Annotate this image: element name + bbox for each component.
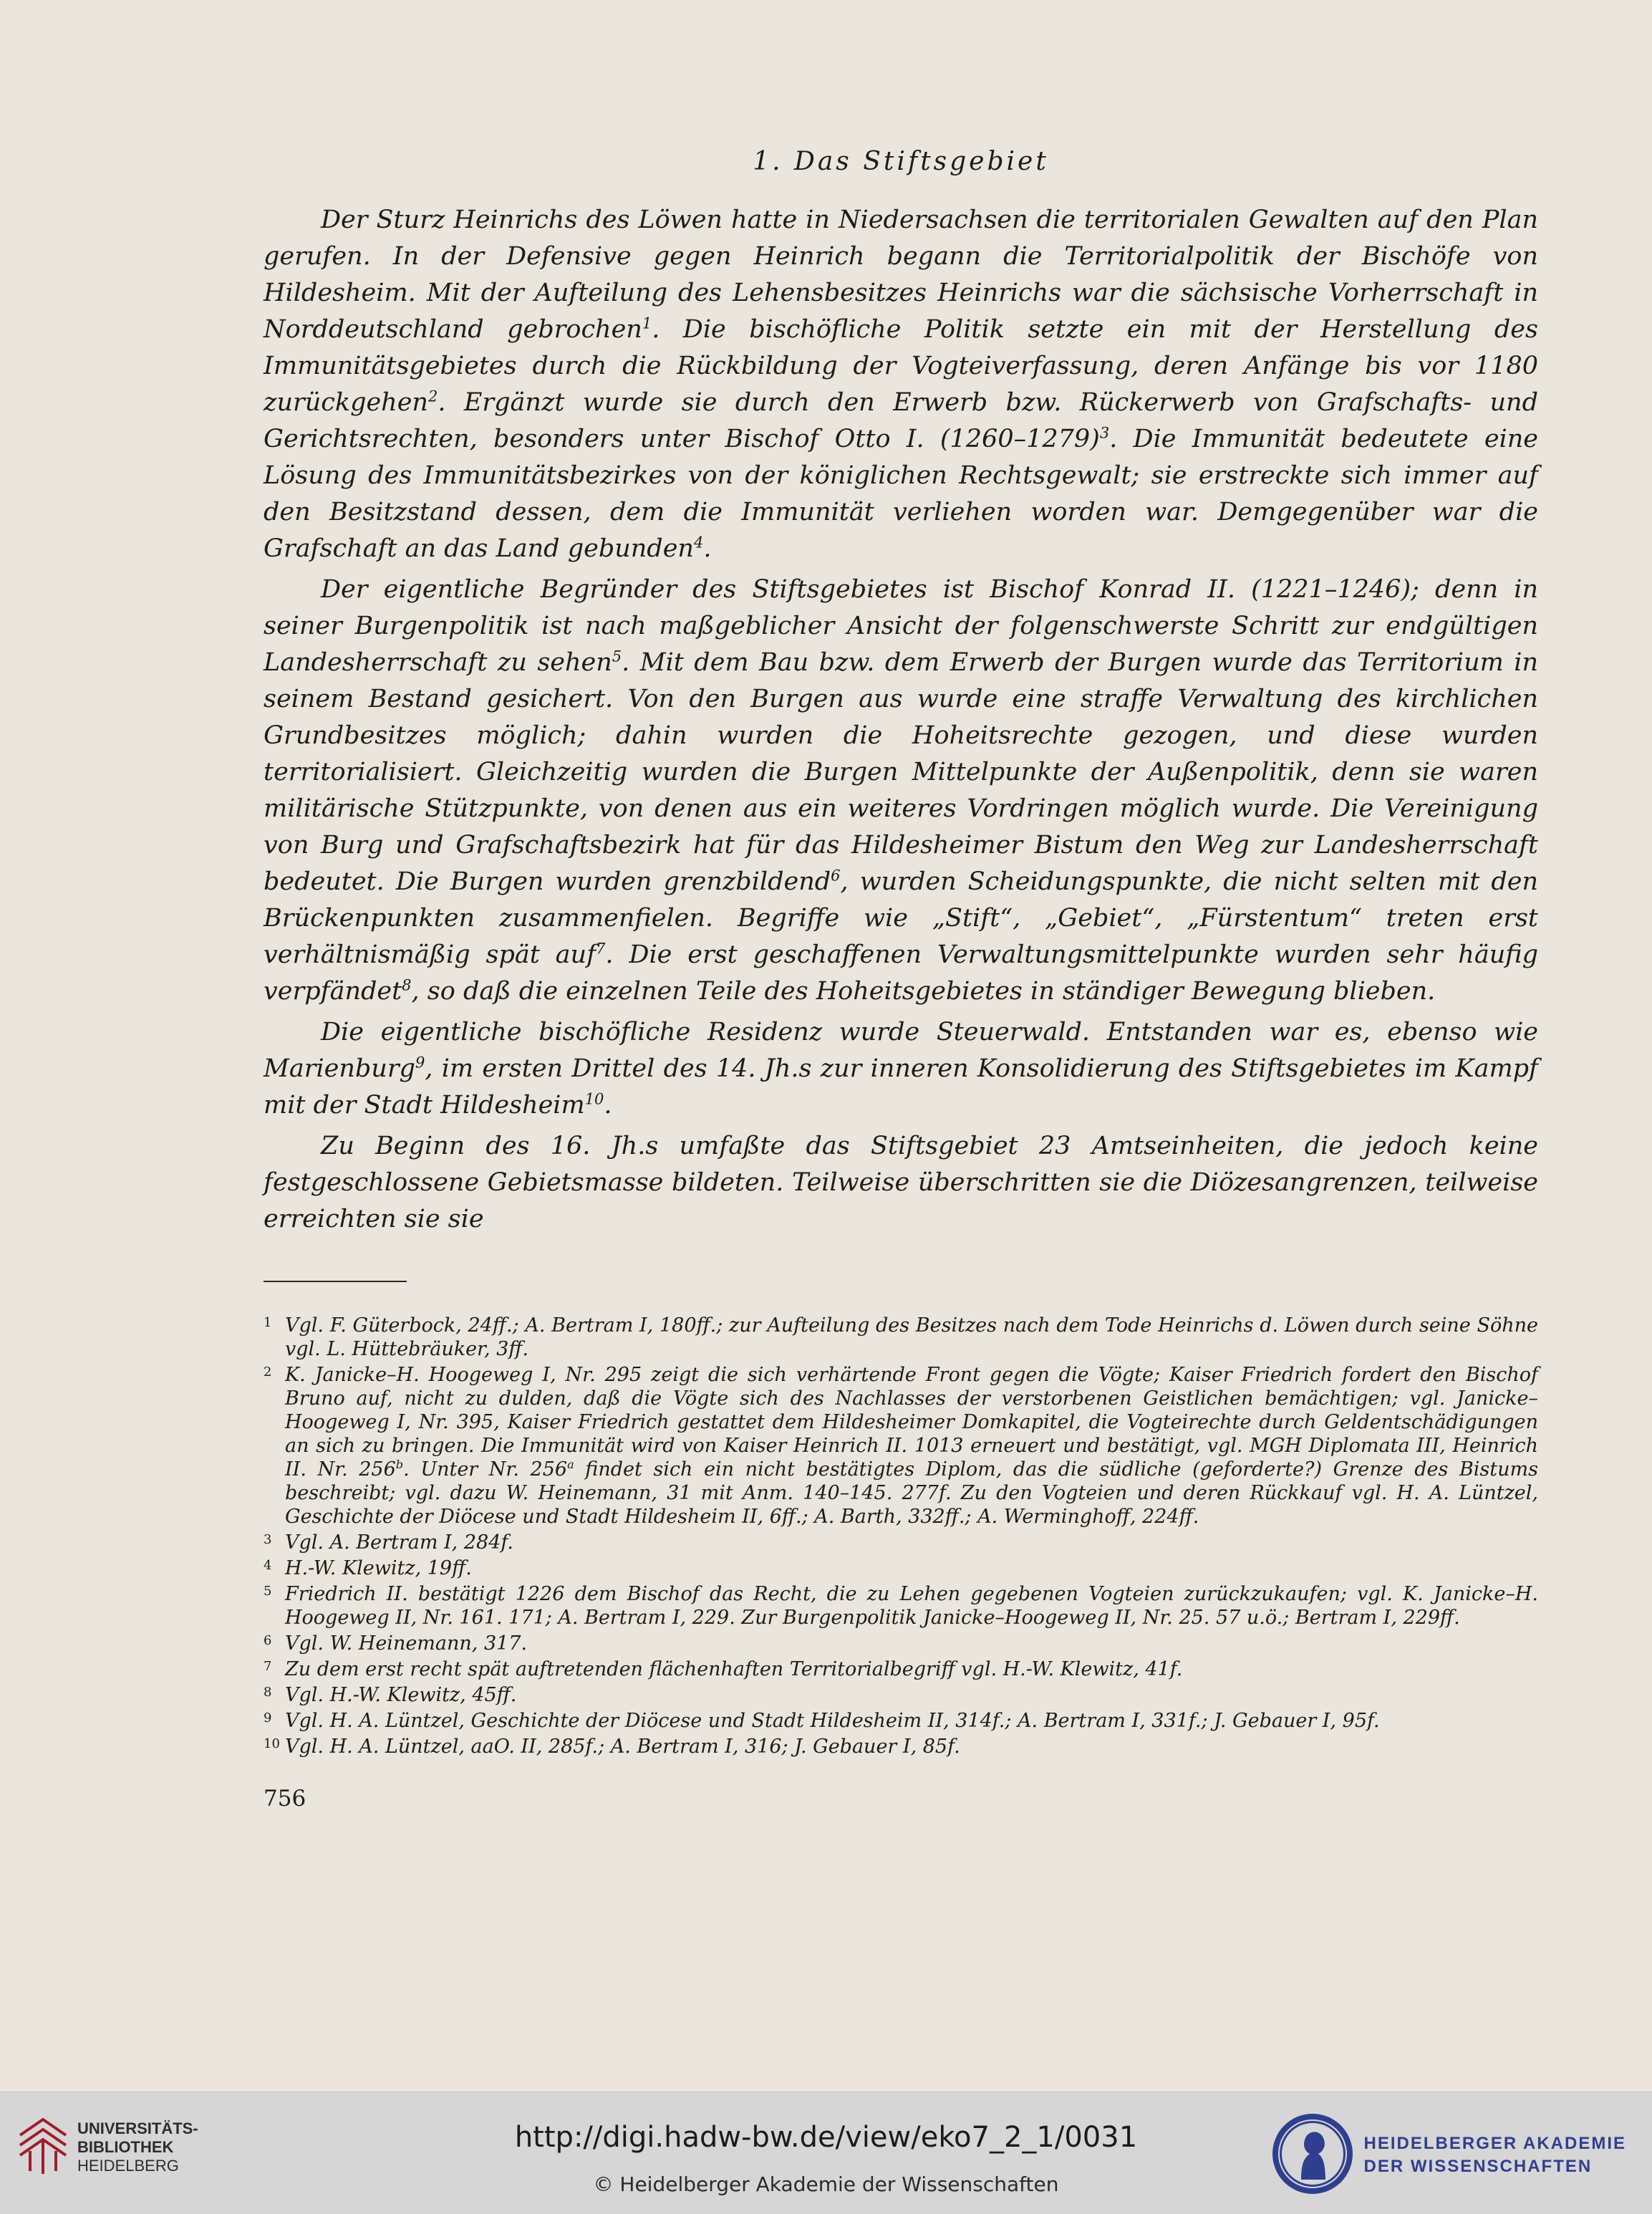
ub-logo-line: UNIVERSITÄTS-: [77, 2119, 198, 2137]
footnote: [264, 1531, 1538, 1554]
footnote-reference: 10: [584, 1090, 604, 1108]
text-run: Zu dem erst recht spät auftretenden flächenhaften Territorialbegriff vgl. H.-W. Klewitz, 41f.: [285, 1658, 1183, 1680]
footnote-number: 3: [264, 1532, 272, 1547]
text-run: , wurden Scheidungspunkte, die nicht selten mit den Brückenpunkten zusammenfielen. Begriffe wie „Stift“, „Gebiet“, „Fürstentum“ treten erst verhältnismäßig spät auf: [264, 867, 1538, 969]
footnote-reference: 4: [693, 534, 704, 552]
footnote-reference: 8: [402, 976, 412, 994]
footnote-text: [285, 1583, 1538, 1629]
footnote: [264, 1683, 1538, 1707]
footnote-separator: [264, 1281, 407, 1282]
hadw-logo-text: [1364, 2132, 1626, 2178]
footnote-reference: 2: [428, 388, 438, 405]
text-run: Der Sturz Heinrichs des Löwen hatte in Niedersachsen die territorialen Gewalten auf den Plan gerufen. In der Defensive gegen Heinrich begann die Territorialpolitik der Bischöfe von Hildesheim. Mit der Aufteilung des Lehensbesitzes Heinrichs war die sächsische Vorherrschaft in Norddeutschland gebrochen: [264, 206, 1538, 344]
text-run: Vgl. H. A. Lüntzel, Geschichte der Diöcese und Stadt Hildesheim II, 314f.; A. Bertram I, 331f.; J. Gebauer I, 95f.: [285, 1710, 1380, 1732]
footnote-reference: 3: [1099, 424, 1110, 442]
footnote-number: 7: [264, 1659, 272, 1674]
ub-logo-line: BIBLIOTHEK: [77, 2138, 174, 2156]
text-run: . Die Immunität bedeutete eine Lösung des Immunitätsbezirkes von der königlichen Rechtsgewalt; sie erstreckte sich immer auf den Besitzstand dessen, dem die Immunität verliehen worden war. Demgegenüber war die Grafschaft an das Land gebunden: [264, 425, 1538, 563]
paragraph: [264, 572, 1538, 1010]
text-run: Vgl. F. Güterbock, 24ff.; A. Bertram I, 180ff.; zur Aufteilung des Besitzes nach dem Tode Heinrichs d. Löwen durch seine Söhne vgl. L. Hüttebräuker, 3ff.: [285, 1314, 1538, 1360]
footnote-reference: 6: [831, 867, 841, 885]
body-text: [264, 202, 1538, 1238]
paragraph: [264, 1128, 1538, 1238]
paragraph: [264, 1014, 1538, 1124]
footnote: [264, 1556, 1538, 1580]
footnote-text: [285, 1684, 516, 1706]
footnote: [264, 1709, 1538, 1733]
text-run: K. Janicke–H. Hoogeweg I, Nr. 295 zeigt die sich verhärtende Front gegen die Vögte; Kaiser Friedrich fordert den Bischof Bruno auf, nicht zu dulden, daß die Vögte sich des Nachlasses der verstorbenen Geistlichen bemächtigen; vgl. Janicke–Hoogeweg I, Nr. 395, Kaiser Friedrich gestattet dem Hildesheimer Domkapitel, die Vogteirechte durch Geldentschädigungen an sich zu bringen. Die Immunität wird von Kaiser Heinrich II. 1013 erneuert und bestätigt, vgl. MGH Diplomata III, Heinrich II. Nr. 256: [285, 1364, 1538, 1481]
text-run: Die eigentliche bischöfliche Residenz wurde Steuerwald. Entstanden war es, ebenso wie Marienburg: [264, 1018, 1538, 1083]
text-run: Vgl. H.-W. Klewitz, 45ff.: [285, 1684, 517, 1706]
text-run: . Die erst geschaffenen Verwaltungsmittelpunkte wurden sehr häufig verpfändet: [264, 940, 1539, 1006]
text-run: H.-W. Klewitz, 19ff.: [285, 1557, 472, 1579]
hadw-logo-line: DER WISSENSCHAFTEN: [1363, 2157, 1593, 2176]
hadw-seal-icon: [1270, 2111, 1356, 2200]
text-run: Friedrich II. bestätigt 1226 dem Bischof das Recht, die zu Lehen gegebenen Vogteien zurückzukaufen; vgl. K. Janicke–H. Hoogeweg II, Nr. 161. 171; A. Bertram I, 229. Zur Burgenpolitik Janicke–Hoogeweg II, Nr. 25. 57 u.ö.; Bertram I, 229ff.: [285, 1583, 1538, 1629]
footnote-text: [285, 1736, 960, 1758]
footnote-text: [285, 1364, 1538, 1528]
footnote: [264, 1657, 1538, 1681]
footnote-reference: 7: [596, 940, 606, 958]
hadw-logo[interactable]: [1270, 2111, 1626, 2200]
page-content: [264, 129, 1538, 1811]
text-run: Vgl. A. Bertram I, 284f.: [285, 1531, 513, 1554]
hadw-logo-line: HEIDELBERGER AKADEMIE: [1363, 2134, 1626, 2153]
footnote-number: 4: [264, 1558, 272, 1573]
text-run: findet sich ein nicht bestätigtes Diplom, das die südliche (geforderte?) Grenze des Bistums beschreibt; vgl. dazu W. Heinemann, 31 mit Anm. 140–145. 277f. Zu den Vogteien und deren Rückkauf vgl. H. A. Lüntzel, Geschichte der Diöcese und Stadt Hildesheim II, 6ff.; A. Barth, 332ff.; A. Werminghoff, 224ff.: [285, 1458, 1538, 1528]
footnote: [264, 1314, 1538, 1361]
permalink-url[interactable]: http://digi.hadw-bw.de/view/eko7_2_1/0031: [514, 2121, 1138, 2154]
footnote-number: 2: [264, 1365, 272, 1380]
paragraph: [264, 202, 1538, 567]
footnotes: [264, 1314, 1538, 1758]
footnote-number: 8: [264, 1685, 272, 1700]
footnote-text: [285, 1658, 1182, 1680]
footnote: [264, 1363, 1538, 1529]
footnote-text: [285, 1632, 527, 1655]
superscript-mark: b: [395, 1458, 404, 1471]
text-run: Vgl. W. Heinemann, 317.: [285, 1632, 528, 1655]
text-run: . Unter Nr. 256: [403, 1458, 568, 1481]
text-run: . Ergänzt wurde sie durch den Erwerb bzw. Rückerwerb von Grafschafts- und Gerichtsrechten, besonders unter Bischof Otto I. (1260–1279): [264, 388, 1538, 453]
footnote-number: 9: [264, 1710, 272, 1726]
text-run: Vgl. H. A. Lüntzel, aaO. II, 285f.; A. Bertram I, 316; J. Gebauer I, 85f.: [285, 1736, 960, 1758]
footnote-reference: 1: [642, 314, 652, 332]
footnote-number: 1: [264, 1315, 272, 1330]
text-run: . Mit dem Bau bzw. dem Erwerb der Burgen wurde das Territorium in seinem Bestand gesichert. Von den Burgen aus wurde eine straffe Verwaltung des kirchlichen Grundbesitzes möglich; dahin wurden die Hoheitsrechte gezogen, und diese wurden territorialisiert. Gleichzeitig wurden die Burgen Mittelpunkte der Außenpolitik, denn sie waren militärische Stützpunkte, von denen aus ein weiteres Vordringen möglich wurde. Die Vereinigung von Burg und Grafschaftsbezirk hat für das Hildesheimer Bistum den Weg zur Landesherrschaft bedeutet. Die Burgen wurden grenzbildend: [264, 648, 1539, 896]
footnote: [264, 1582, 1538, 1630]
text-run: .: [703, 534, 712, 563]
ub-logo-line: HEIDELBERG: [77, 2157, 179, 2175]
copyright-notice: © Heidelberger Akademie der Wissenschaften: [593, 2172, 1059, 2196]
page-number: 756: [264, 1786, 306, 1811]
text-run: , im ersten Drittel des 14. Jh.s zur inneren Konsolidierung des Stiftsgebietes im Kampf mit der Stadt Hildesheim: [264, 1054, 1538, 1120]
footnote-reference: 5: [612, 648, 622, 665]
superscript-mark: a: [567, 1458, 574, 1471]
viewer-footer: [0, 2092, 1652, 2214]
footnote-number: 6: [264, 1633, 272, 1648]
footnote: [264, 1632, 1538, 1655]
footnote-reference: 9: [415, 1054, 425, 1072]
footnote: [264, 1735, 1538, 1758]
footnote-text: [285, 1557, 472, 1579]
footnote-number: 10: [264, 1736, 280, 1751]
text-run: .: [604, 1091, 612, 1120]
text-run: . Die bischöfliche Politik setzte ein mit der Herstellung des Immunitätsgebietes durch die Rückbildung der Vogteiverfassung, deren Anfänge bis vor 1180 zurückgehen: [264, 315, 1538, 417]
footnote-text: [285, 1710, 1380, 1732]
footnote-text: [285, 1531, 513, 1554]
text-run: Der eigentliche Begründer des Stiftsgebietes ist Bischof Konrad II. (1221–1246); denn in seiner Burgenpolitik ist nach maßgeblicher Ansicht der folgenschwerste Schritt zur endgültigen Landesherrschaft zu sehen: [264, 575, 1538, 677]
text-run: Zu Beginn des 16. Jh.s umfaßte das Stiftsgebiet 23 Amtseinheiten, die jedoch keine festgeschlossene Gebietsmasse bildeten. Teilweise überschritten sie die Diözesangrenzen, teilweise erreichten sie sie: [264, 1132, 1538, 1233]
text-run: , so daß die einzelnen Teile des Hoheitsgebietes in ständiger Bewegung blieben.: [411, 977, 1436, 1006]
section-title: 1. Das Stiftsgebiet: [753, 147, 1049, 176]
footnote-number: 5: [264, 1584, 272, 1599]
footnote-text: [285, 1314, 1538, 1360]
